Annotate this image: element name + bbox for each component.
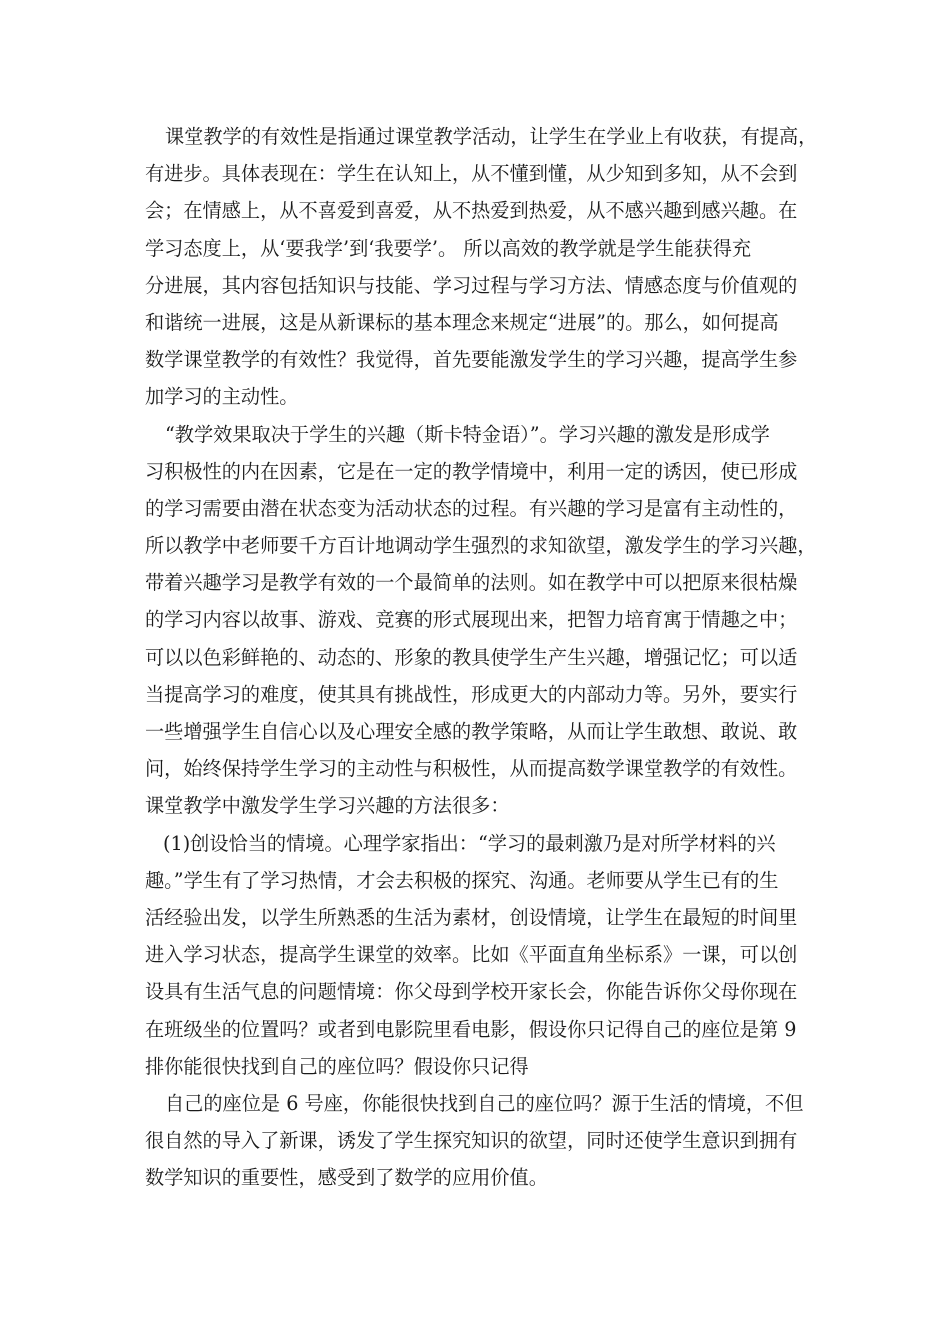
document-body bbox=[145, 118, 817, 1196]
text-line: 很自然的导入了新课，诱发了学生探究知识的欲望，同时还使学生意识到拥有 bbox=[145, 1129, 798, 1153]
text-line: 趣。”学生有了学习热情，才会去积极的探究、沟通。老师要从学生已有的生 bbox=[145, 868, 779, 892]
text-line: 会；在情感上，从不喜爱到喜爱，从不热爱到热爱，从不感兴趣到感兴趣。在 bbox=[145, 199, 798, 223]
text-line: 分进展，其内容包括知识与技能、学习过程与学习方法、情感态度与价值观的 bbox=[145, 273, 798, 297]
paragraph bbox=[145, 118, 817, 416]
text-line: “教学效果取决于学生的兴趣（斯卡特金语）”。学习兴趣的激发是形成学 bbox=[165, 422, 770, 446]
text-line: 进入学习状态，提高学生课堂的效率。比如《平面直角坐标系》一课，可以创 bbox=[145, 943, 798, 967]
text-line: 有进步。具体表现在：学生在认知上，从不懂到懂，从少知到多知，从不会到 bbox=[145, 162, 798, 186]
text-line: 习积极性的内在因素，它是在一定的教学情境中，利用一定的诱因，使已形成 bbox=[145, 459, 798, 483]
text-line: 加学习的主动性。 bbox=[145, 385, 299, 409]
text-line: 在班级坐的位置吗？或者到电影院里看电影，假设你只记得自己的座位是第 9 bbox=[145, 1017, 797, 1041]
text-line: 一些增强学生自信心以及心理安全感的教学策略，从而让学生敢想、敢说、敢 bbox=[145, 720, 798, 743]
text-line: 数学知识的重要性，感受到了数学的应用价值。 bbox=[145, 1166, 548, 1190]
text-line: 可以以色彩鲜艳的、动态的、形象的教具使学生产生兴趣，增强记忆；可以适 bbox=[145, 645, 798, 669]
text-line: 学习态度上，从‘要我学’到‘我要学’。 所以高效的教学就是学生能获得充 bbox=[145, 236, 752, 260]
paragraph bbox=[145, 825, 817, 1085]
text-line: 带着兴趣学习是教学有效的一个最简单的法则。如在教学中可以把原来很枯燥 bbox=[145, 571, 798, 595]
text-line: 课堂教学中激发学生学习兴趣的方法很多： bbox=[145, 794, 510, 818]
text-line: 当提高学习的难度，使其具有挑战性，形成更大的内部动力等。另外，要实行 bbox=[145, 682, 798, 706]
text-line: 的学习需要由潜在状态变为活动状态的过程。有兴趣的学习是富有主动性的， bbox=[145, 496, 798, 520]
text-line: 问，始终保持学生学习的主动性与积极性，从而提高数学课堂教学的有效性。 bbox=[145, 757, 798, 781]
text-line: 和谐统一进展，这是从新课标的基本理念来规定“进展”的。那么，如何提高 bbox=[145, 310, 779, 334]
text-line: 活经验出发，以学生所熟悉的生活为素材，创设情境，让学生在最短的时间里 bbox=[145, 905, 798, 929]
paragraph bbox=[145, 416, 817, 825]
text-line: 课堂教学的有效性是指通过课堂教学活动，让学生在学业上有收获，有提高， bbox=[165, 125, 818, 148]
text-line: 排你能很快找到自己的座位吗？假设你只记得 bbox=[145, 1054, 529, 1078]
text-line: 数学课堂教学的有效性？我觉得，首先要能激发学生的学习兴趣，提高学生参 bbox=[145, 348, 798, 372]
paragraph bbox=[145, 1085, 817, 1197]
text-line: 的学习内容以故事、游戏、竞赛的形式展现出来，把智力培育寓于情趣之中； bbox=[145, 608, 798, 632]
text-line: 自己的座位是 6 号座，你能很快找到自己的座位吗？源于生活的情境，不但 bbox=[165, 1091, 804, 1115]
text-line: 设具有生活气息的问题情境：你父母到学校开家长会，你能告诉你父母你现在 bbox=[145, 980, 798, 1004]
text-line: (1)创设恰当的情境。心理学家指出：“学习的最刺激乃是对所学材料的兴 bbox=[163, 831, 776, 855]
text-line: 所以教学中老师要千方百计地调动学生强烈的求知欲望，激发学生的学习兴趣， bbox=[145, 534, 817, 558]
